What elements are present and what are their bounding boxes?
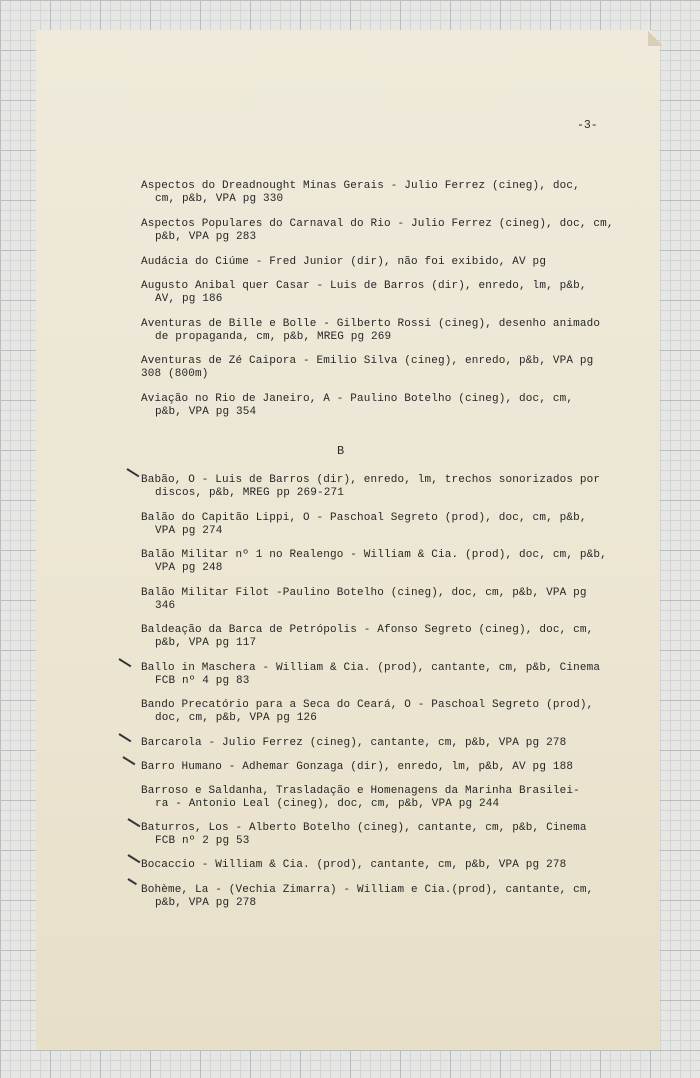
entry-title-line: Balão do Capitão Lippi, O - Paschoal Segreto (prod), doc, cm, p&b, — [141, 512, 587, 524]
entry-detail-line: p&b, VPA pg 354 — [155, 406, 257, 418]
entry-title-line: Aventuras de Bille e Bolle - Gilberto Rossi (cineg), desenho animado — [141, 318, 601, 330]
entry-detail-line: discos, p&b, MREG pp 269-271 — [155, 487, 345, 499]
entry-detail-line: 308 (800m) — [141, 368, 209, 380]
catalog-entry — [141, 256, 611, 269]
catalog-entry — [141, 549, 611, 575]
catalog-entry — [141, 393, 611, 419]
entry-detail-line: AV, pg 186 — [155, 293, 223, 305]
entry-title-line: Bohème, La - (Vechia Zimarra) - William e Cia.(prod), cantante, cm, — [141, 884, 594, 896]
entry-detail-line: cm, p&b, VPA pg 330 — [155, 193, 284, 205]
entry-title-line: Barro Humano - Adhemar Gonzaga (dir), enredo, lm, p&b, AV pg 188 — [141, 761, 574, 773]
entry-detail-line: doc, cm, p&b, VPA pg 126 — [155, 712, 318, 724]
catalog-entry — [141, 859, 611, 872]
entry-title-line: Ballo in Maschera - William & Cia. (prod), cantante, cm, p&b, Cinema — [141, 662, 601, 674]
catalog-entry — [141, 785, 611, 811]
page-number: -3- — [577, 119, 598, 132]
section-heading-b: B — [337, 444, 345, 458]
entry-title-line: Balão Militar nº 1 no Realengo - William & Cia. (prod), doc, cm, p&b, — [141, 549, 607, 561]
entry-detail-line: 346 — [155, 600, 176, 612]
entry-detail-line: p&b, VPA pg 283 — [155, 231, 257, 243]
page-corner-fold — [648, 30, 662, 46]
entry-detail-line: VPA pg 248 — [155, 562, 223, 574]
entry-title-line: Aventuras de Zé Caipora - Emilio Silva (cineg), enredo, p&b, VPA pg — [141, 355, 594, 367]
catalog-entry — [141, 512, 611, 538]
entry-detail-line: de propaganda, cm, p&b, MREG pg 269 — [155, 331, 392, 343]
catalog-entry — [141, 218, 614, 244]
catalog-entry — [141, 318, 611, 344]
entry-detail-line: p&b, VPA pg 278 — [155, 897, 257, 909]
catalog-entry — [141, 822, 611, 848]
catalog-entry — [141, 474, 611, 500]
entry-detail-line: ra - Antonio Leal (cineg), doc, cm, p&b, VPA pg 244 — [155, 798, 500, 810]
entry-title-line: Bocaccio - William & Cia. (prod), cantante, cm, p&b, VPA pg 278 — [141, 859, 567, 871]
catalog-entry — [141, 624, 611, 650]
catalog-entry — [141, 662, 611, 688]
catalog-entry — [141, 761, 611, 774]
entry-title-line: Aspectos Populares do Carnaval do Rio - Julio Ferrez (cineg), doc, cm, — [141, 218, 614, 230]
entry-detail-line: FCB nº 4 pg 83 — [155, 675, 250, 687]
catalog-entry — [141, 180, 611, 206]
entry-title-line: Audácia do Ciúme - Fred Junior (dir), não foi exibido, AV pg — [141, 256, 547, 268]
catalog-entry — [141, 737, 611, 750]
catalog-entry — [141, 355, 611, 381]
entry-title-line: Babão, O - Luis de Barros (dir), enredo, lm, trechos sonorizados por — [141, 474, 601, 486]
catalog-entry — [141, 280, 611, 306]
entry-title-line: Baldeação da Barca de Petrópolis - Afonso Segreto (cineg), doc, cm, — [141, 624, 594, 636]
entry-title-line: Baturros, Los - Alberto Botelho (cineg), cantante, cm, p&b, Cinema — [141, 822, 587, 834]
catalog-entry — [141, 699, 611, 725]
catalog-entry — [141, 587, 611, 613]
entry-title-line: Barcarola - Julio Ferrez (cineg), cantante, cm, p&b, VPA pg 278 — [141, 737, 567, 749]
entry-title-line: Barroso e Saldanha, Trasladação e Homenagens da Marinha Brasilei- — [141, 785, 580, 797]
entry-title-line: Bando Precatório para a Seca do Ceará, O - Paschoal Segreto (prod), — [141, 699, 594, 711]
entry-detail-line: VPA pg 274 — [155, 525, 223, 537]
entry-title-line: Aspectos do Dreadnought Minas Gerais - Julio Ferrez (cineg), doc, — [141, 180, 580, 192]
catalog-entry — [141, 884, 611, 910]
entry-detail-line: p&b, VPA pg 117 — [155, 637, 257, 649]
entry-title-line: Aviação no Rio de Janeiro, A - Paulino Botelho (cineg), doc, cm, — [141, 393, 574, 405]
entry-detail-line: FCB nº 2 pg 53 — [155, 835, 250, 847]
entry-title-line: Balão Militar Filot -Paulino Botelho (cineg), doc, cm, p&b, VPA pg — [141, 587, 587, 599]
entry-title-line: Augusto Anibal quer Casar - Luis de Barros (dir), enredo, lm, p&b, — [141, 280, 587, 292]
